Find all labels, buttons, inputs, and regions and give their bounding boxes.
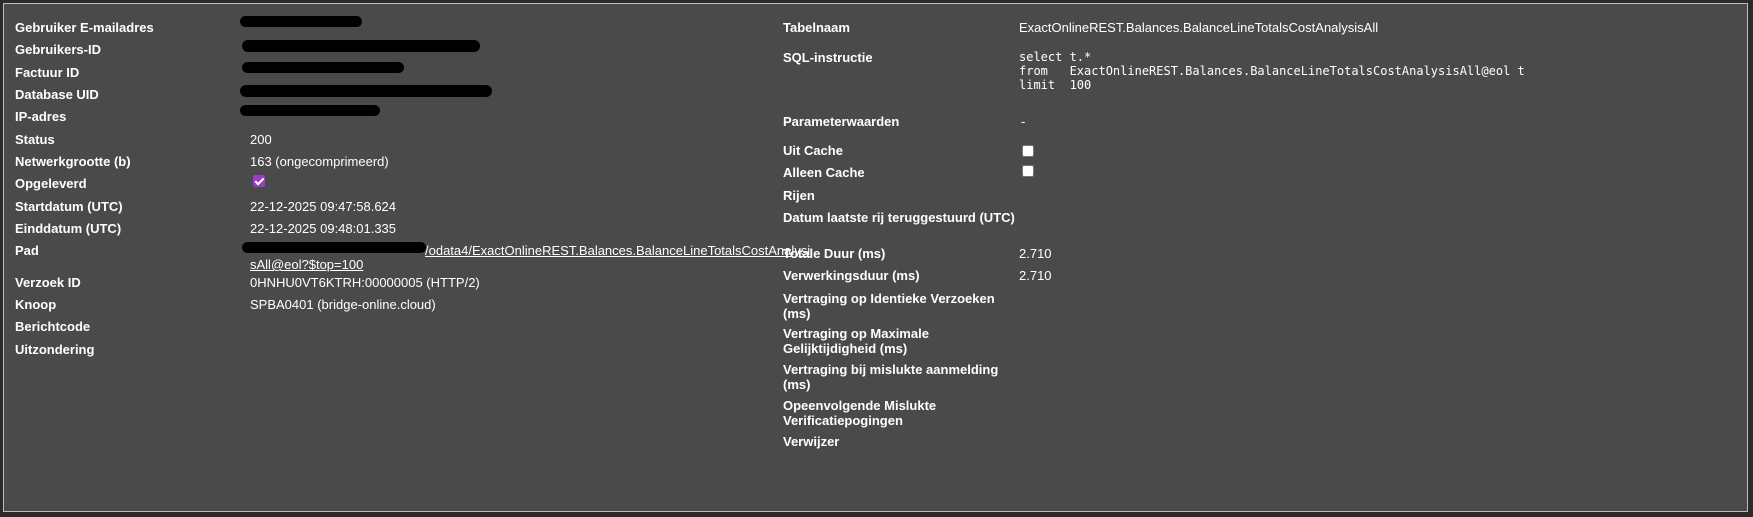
redacted-path-prefix (242, 242, 426, 253)
label-delay-max-concurrency: Vertraging op Maximale Gelijktijdigheid (ms) (783, 326, 929, 356)
request-id-value: 0HNHU0VT6KTRH:00000005 (HTTP/2) (250, 275, 480, 290)
label-referrer: Verwijzer (783, 434, 840, 449)
delivered-checkbox[interactable] (253, 175, 265, 187)
label-network-size: Netwerkgrootte (b) (15, 154, 131, 169)
only-cache-checkbox[interactable] (1022, 165, 1034, 177)
processing-duration-value: 2.710 (1019, 268, 1052, 283)
label-processing-duration: Verwerkingsduur (ms) (783, 268, 920, 283)
label-last-row-date: Datum laatste rij teruggestuurd (UTC) (783, 210, 1015, 225)
label-end-date: Einddatum (UTC) (15, 221, 122, 236)
redacted-ip-address (240, 105, 380, 116)
redacted-database-uid (240, 85, 492, 97)
label-parameter-values: Parameterwaarden (783, 114, 900, 129)
sql-line-3: limit 100 (1019, 78, 1092, 92)
label-delivered: Opgeleverd (15, 176, 87, 191)
label-only-cache: Alleen Cache (783, 165, 865, 180)
label-table-name: Tabelnaam (783, 20, 850, 35)
request-details-panel (3, 3, 1748, 512)
label-exception: Uitzondering (15, 342, 95, 357)
label-user-email: Gebruiker E-mailadres (15, 20, 154, 35)
total-duration-value: 2.710 (1019, 246, 1052, 261)
status-value: 200 (250, 132, 272, 147)
parameter-values-value: - (1021, 114, 1026, 129)
label-status: Status (15, 132, 55, 147)
redacted-email (240, 16, 362, 27)
label-user-id: Gebruikers-ID (15, 42, 101, 57)
network-size-value: 163 (ongecomprimeerd) (250, 154, 389, 169)
end-date-value: 22-12-2025 09:48:01.335 (250, 221, 397, 236)
redacted-invoice-id (242, 62, 404, 73)
path-link-line1[interactable]: /odata4/ExactOnlineREST.Balances.BalanceLineTotalsCostAnalysi (425, 243, 811, 258)
redacted-user-id (242, 40, 480, 52)
label-message-code: Berichtcode (15, 319, 91, 334)
label-total-duration: Totale Duur (ms) (783, 246, 886, 261)
label-request-id: Verzoek ID (15, 275, 81, 290)
label-invoice-id: Factuur ID (15, 65, 80, 80)
label-start-date: Startdatum (UTC) (15, 199, 123, 214)
label-rows: Rijen (783, 188, 815, 203)
label-delay-identical: Vertraging op Identieke Verzoeken (ms) (783, 291, 995, 321)
label-sql-statement: SQL-instructie (783, 50, 873, 65)
table-name-value: ExactOnlineREST.Balances.BalanceLineTotalsCostAnalysisAll (1019, 20, 1379, 35)
label-ip-address: IP-adres (15, 109, 67, 124)
sql-line-1: select t.* (1019, 50, 1092, 64)
sql-line-2: from ExactOnlineREST.Balances.BalanceLineTotalsCostAnalysisAll@eol t (1019, 64, 1525, 78)
label-from-cache: Uit Cache (783, 143, 843, 158)
label-node: Knoop (15, 297, 57, 312)
node-value: SPBA0401 (bridge-online.cloud) (250, 297, 436, 312)
label-delay-failed-login: Vertraging bij mislukte aanmelding (ms) (783, 362, 999, 392)
path-link-line2[interactable]: sAll@eol?$top=100 (250, 257, 364, 272)
label-path: Pad (15, 243, 39, 258)
label-consecutive-failed: Opeenvolgende Mislukte Verificatiepogingen (783, 398, 937, 428)
from-cache-checkbox[interactable] (1022, 145, 1034, 157)
start-date-value: 22-12-2025 09:47:58.624 (250, 199, 397, 214)
label-database-uid: Database UID (15, 87, 99, 102)
